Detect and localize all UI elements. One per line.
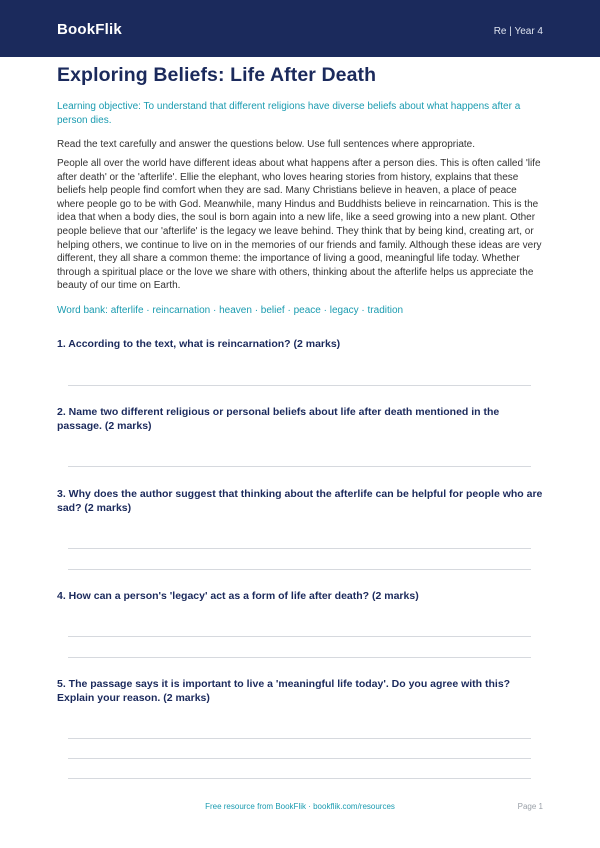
instructions: Read the text carefully and answer the questions below. Use full sentences where appropriate. xyxy=(57,139,476,150)
answer-line[interactable] xyxy=(68,636,531,637)
brand-logo: BookFlik xyxy=(57,21,122,38)
question-3: 3. Why does the author suggest that thinking about the afterlife can be helpful for people who are sad? (2 marks) xyxy=(57,488,543,514)
answer-line[interactable] xyxy=(68,758,531,759)
answer-line[interactable] xyxy=(68,385,531,386)
reading-passage: People all over the world have different ideas about what happens after a person dies. This is often called 'life after death' or the 'afterlife'. Ellie the elephant, who loves hearing stories from history, explains that these beliefs help people find comfort when they are sad. Many Christians believe in heaven, a place of peace where people go to be with God. Meanwhile, many Hindus and Buddhists believe in reincarnation. This is the idea that when a body dies, the soul is born again into a new life, like a seed growing into a new plant. Other people believe that our 'afterlife' is the legacy we leave behind. They think that by being kind, creating art, or helping others, we continue to live on in the memories of our friends and family. Although these ideas are very different, they all share a common theme: the importance of living a good, meaningful life today. Whether through a spiritual place or the love we share with others, thinking about the afterlife helps us appreciate the beauty of our time on Earth. xyxy=(57,158,542,292)
footer-text: Free resource from BookFlik · bookflik.com/resources xyxy=(205,802,395,811)
subject-year-label: Re | Year 4 xyxy=(493,26,543,37)
learning-objective: Learning objective: To understand that different religions have diverse beliefs about what happens after a person dies. xyxy=(57,101,521,126)
question-1: 1. According to the text, what is reincarnation? (2 marks) xyxy=(57,338,341,350)
answer-line[interactable] xyxy=(68,466,531,467)
question-5: 5. The passage says it is important to live a 'meaningful life today'. Do you agree with this? Explain your reason. (2 marks) xyxy=(57,678,511,704)
page-header xyxy=(0,0,600,57)
word-bank: Word bank: afterlife · reincarnation · heaven · belief · peace · legacy · tradition xyxy=(57,305,404,316)
question-4: 4. How can a person's 'legacy' act as a form of life after death? (2 marks) xyxy=(57,590,419,602)
answer-line[interactable] xyxy=(68,778,531,779)
page-title: Exploring Beliefs: Life After Death xyxy=(57,64,377,86)
page-number: Page 1 xyxy=(517,802,543,811)
answer-line[interactable] xyxy=(68,569,531,570)
answer-line[interactable] xyxy=(68,548,531,549)
question-2: 2. Name two different religious or personal beliefs about life after death mentioned in the passage. (2 marks) xyxy=(57,406,500,432)
answer-line[interactable] xyxy=(68,657,531,658)
answer-line[interactable] xyxy=(68,738,531,739)
